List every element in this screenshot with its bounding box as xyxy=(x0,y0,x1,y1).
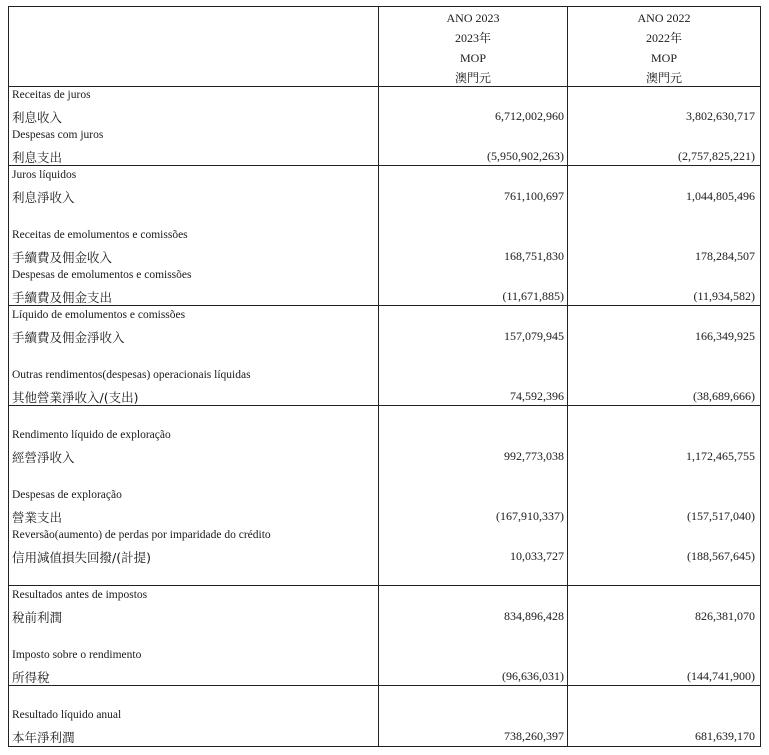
row-label-pt: Resultados antes de impostos xyxy=(12,589,148,601)
row-label-zh: 稅前利潤 xyxy=(12,610,63,625)
row-label-pt: Despesas de emolumentos e comissões xyxy=(12,269,192,281)
row-label-pt: Despesas com juros xyxy=(12,129,104,141)
row-label-pt: Juros líquidos xyxy=(12,169,77,181)
header-currency-zh: 澳門元 xyxy=(645,71,682,85)
header-year-pt: ANO 2022 xyxy=(637,11,691,25)
subtotal-underline xyxy=(378,305,761,306)
row-label-pt: Outras rendimentos(despesas) operacionais líquidas xyxy=(12,369,251,381)
value-2023: 157,079,945 xyxy=(504,329,564,343)
header-currency: MOP xyxy=(459,51,486,65)
value-2022: (157,517,040) xyxy=(687,509,755,523)
table-border-left xyxy=(8,6,9,747)
header-currency: MOP xyxy=(650,51,677,65)
value-2022: 178,284,507 xyxy=(695,249,755,263)
value-2022: (188,567,645) xyxy=(687,549,755,563)
value-2022: (38,689,666) xyxy=(693,389,755,403)
row-label-zh: 利息淨收入 xyxy=(12,190,75,205)
value-2023: (96,636,031) xyxy=(502,669,564,683)
value-2022: (144,741,900) xyxy=(687,669,755,683)
row-label-zh: 手續費及佣金淨收入 xyxy=(12,330,125,345)
row-label-pt: Reversão(aumento) de perdas por imparidade do crédito xyxy=(12,529,271,541)
header-year-pt: ANO 2023 xyxy=(446,11,500,25)
value-2023: 761,100,697 xyxy=(504,189,564,203)
value-2022: 1,172,465,755 xyxy=(686,449,755,463)
subtotal-underline xyxy=(378,685,761,686)
value-2022: 1,044,805,496 xyxy=(686,189,755,203)
value-2023: (11,671,885) xyxy=(502,289,564,303)
value-2022: 3,802,630,717 xyxy=(686,109,755,123)
value-2022: (2,757,825,221) xyxy=(678,149,755,163)
row-label-zh: 營業支出 xyxy=(12,510,63,525)
subtotal-underline xyxy=(378,165,761,166)
value-2023: (167,910,337) xyxy=(496,509,564,523)
row-label-zh: 其他營業淨收入/(支出) xyxy=(12,390,139,405)
row-label-zh: 本年淨利潤 xyxy=(12,730,75,745)
table-border-right xyxy=(760,6,761,747)
row-label-pt: Resultado líquido anual xyxy=(12,709,122,721)
header-currency-zh: 澳門元 xyxy=(454,71,491,85)
row-label-zh: 利息支出 xyxy=(12,150,63,165)
row-label-zh: 經營淨收入 xyxy=(12,450,75,465)
row-label-pt: Líquido de emolumentos e comissões xyxy=(12,309,186,321)
header-year-zh: 2022年 xyxy=(645,31,682,45)
row-label-pt: Receitas de emolumentos e comissões xyxy=(12,229,188,241)
value-2022: 166,349,925 xyxy=(695,329,755,343)
column-divider-2 xyxy=(567,6,568,747)
row-label-zh: 所得稅 xyxy=(12,670,50,685)
value-2023: 10,033,727 xyxy=(510,549,564,563)
row-label-zh: 利息收入 xyxy=(12,110,63,125)
value-2023: 6,712,002,960 xyxy=(495,109,564,123)
table-border-bottom xyxy=(8,746,761,747)
row-label-pt: Imposto sobre o rendimento xyxy=(12,649,142,661)
table-border-top xyxy=(8,6,761,7)
row-label-zh: 信用減值損失回撥/(計提) xyxy=(12,550,151,565)
column-header-2022 xyxy=(568,8,760,88)
subtotal-underline xyxy=(378,585,761,586)
column-header-2023 xyxy=(379,8,567,88)
value-2022: 681,639,170 xyxy=(695,729,755,743)
row-label-pt: Receitas de juros xyxy=(12,89,91,101)
row-label-pt: Despesas de exploração xyxy=(12,489,122,501)
column-divider-1 xyxy=(378,6,379,747)
value-2023: 168,751,830 xyxy=(504,249,564,263)
row-label-zh: 手續費及佣金支出 xyxy=(12,290,113,305)
header-year-zh: 2023年 xyxy=(454,31,491,45)
value-2023: 738,260,397 xyxy=(504,729,564,743)
value-2022: 826,381,070 xyxy=(695,609,755,623)
value-2023: (5,950,902,263) xyxy=(487,149,564,163)
row-label-zh: 手續費及佣金收入 xyxy=(12,250,113,265)
value-2023: 834,896,428 xyxy=(504,609,564,623)
value-2022: (11,934,582) xyxy=(693,289,755,303)
value-2023: 992,773,038 xyxy=(504,449,564,463)
row-label-pt: Rendimento líquido de exploração xyxy=(12,429,171,441)
value-2023: 74,592,396 xyxy=(510,389,564,403)
